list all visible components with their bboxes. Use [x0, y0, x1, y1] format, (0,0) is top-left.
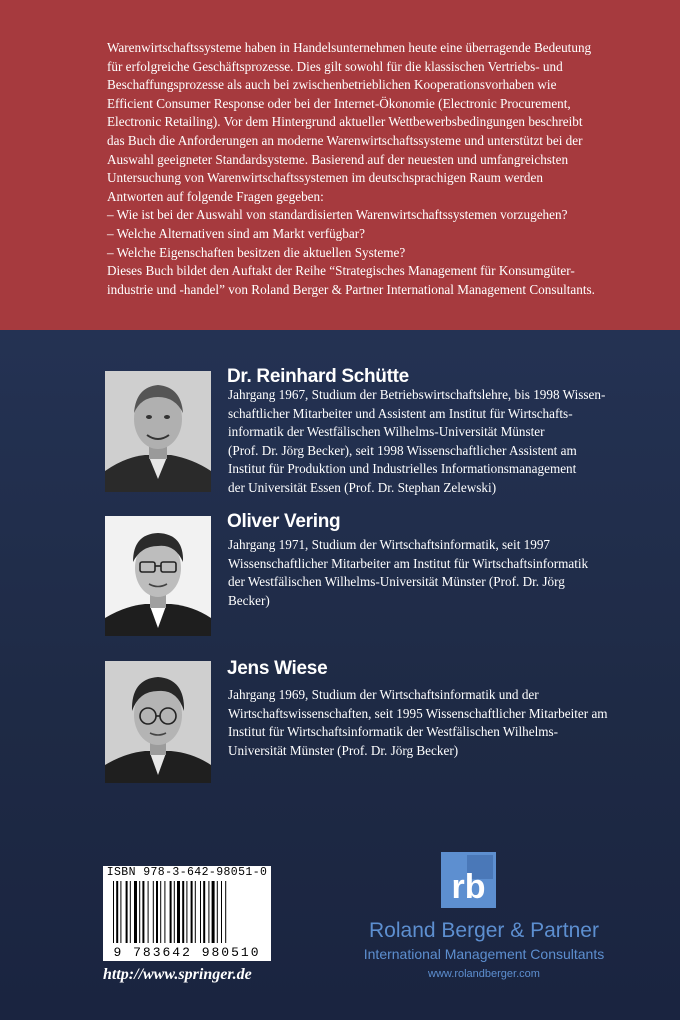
isbn-barcode [103, 866, 271, 961]
blurb-line: das Buch die Anforderungen an moderne Warenwirtschaftssysteme und unterstützt bei der [107, 132, 583, 148]
bio-line: Institut für Wirtschaftsinformatik der Westfälischen Wilhelms- [228, 724, 559, 740]
bio-line: Wissenschaftlicher Mitarbeiter am Institut für Wirtschaftsinformatik [228, 555, 589, 571]
bio-line: Wirtschaftswissenschaften, seit 1995 Wissenschaftlicher Mitarbeiter am [228, 705, 608, 721]
sponsor-subtitle: International Management Consultants [363, 946, 605, 962]
author-bio [228, 386, 628, 498]
author-bio [228, 686, 628, 760]
blurb-line: Beschaffungsprozesse als auch bei zwischenbetrieblichen Kooperationsvorhaben wie [107, 77, 557, 93]
publisher-url[interactable]: http://www.springer.de [103, 966, 252, 983]
sponsor-name: Roland Berger & Partner [369, 919, 599, 942]
blurb-line: industrie und -handel” von Roland Berger & Partner International Management Consultants. [107, 281, 595, 297]
author-photo-wiese [105, 661, 211, 783]
blurb-line: – Welche Alternativen sind am Markt verfügbar? [107, 225, 365, 241]
author-name: Oliver Vering [227, 511, 341, 532]
author-photo-schuette [105, 371, 211, 492]
bio-line: Jahrgang 1971, Studium der Wirtschaftsinformatik, seit 1997 [228, 537, 551, 552]
blurb-line: für erfolgreiche Geschäftsprozesse. Dies gilt sowohl für die klassischen Vertriebs- und [107, 58, 563, 74]
bio-line: Jahrgang 1967, Studium der Betriebswirtschaftslehre, bis 1998 Wissen- [228, 387, 606, 402]
author-bio [228, 536, 628, 610]
blurb-line: Antworten auf folgende Fragen gegeben: [107, 188, 324, 204]
bio-line: schaftlicher Mitarbeiter und Assistent am Institut für Wirtschafts- [228, 405, 573, 421]
bio-line: informatik der Westfälischen Wilhelms-Universität Münster [228, 424, 545, 440]
blurb-line: Untersuchung von Warenwirtschaftssystemen im deutschsprachigen Raum werden [107, 170, 543, 186]
bio-line: (Prof. Dr. Jörg Becker), seit 1998 Wissenschaftlicher Assistent am [228, 442, 577, 458]
bio-line: Jahrgang 1969, Studium der Wirtschaftsinformatik und der [228, 687, 539, 702]
blurb-line: Electronic Retailing). Vor dem Hintergrund aktueller Wettbewerbsbedingungen beschreibt [107, 114, 583, 130]
bio-line: Institut für Produktion und Industrielles Informationsmanagement [228, 461, 577, 477]
blurb-line: Auswahl geeigneter Standardsysteme. Basierend auf der neuesten und umfangreichsten [107, 151, 569, 167]
roland-berger-logo [441, 852, 496, 908]
blurb-text [107, 39, 637, 299]
blurb-line: – Welche Eigenschaften besitzen die aktuellen Systeme? [107, 244, 406, 260]
blurb-line: – Wie ist bei der Auswahl von standardisierten Warenwirtschaftssystemen vorzugehen? [107, 207, 568, 223]
sponsor-url[interactable]: www.rolandberger.com [428, 968, 540, 980]
bio-line: der Westfälischen Wilhelms-Universität Münster (Prof. Dr. Jörg [228, 574, 565, 590]
logo-letters: rb [451, 868, 486, 906]
author-photo-vering [105, 516, 211, 636]
blurb-line: Dieses Buch bildet den Auftakt der Reihe “Strategisches Management für Konsumgüter- [107, 263, 575, 279]
bio-line: Universität Münster (Prof. Dr. Jörg Becker) [228, 742, 459, 758]
blurb-panel [0, 0, 680, 330]
author-name: Jens Wiese [227, 658, 328, 679]
isbn-number: ISBN 978-3-642-98051-0 [106, 866, 268, 879]
blurb-line: Efficient Consumer Response oder bei der Internet-Ökonomie (Electronic Procurement, [107, 95, 571, 111]
author-name: Dr. Reinhard Schütte [227, 366, 409, 387]
bio-line: Becker) [228, 592, 270, 608]
blurb-line: Warenwirtschaftssysteme haben in Handelsunternehmen heute eine überragende Bedeutung [107, 40, 592, 55]
bio-line: der Universität Essen (Prof. Dr. Stephan Zelewski) [228, 479, 497, 495]
barcode-bars [103, 881, 271, 945]
ean-number: 9 783642 980510 [113, 945, 261, 960]
